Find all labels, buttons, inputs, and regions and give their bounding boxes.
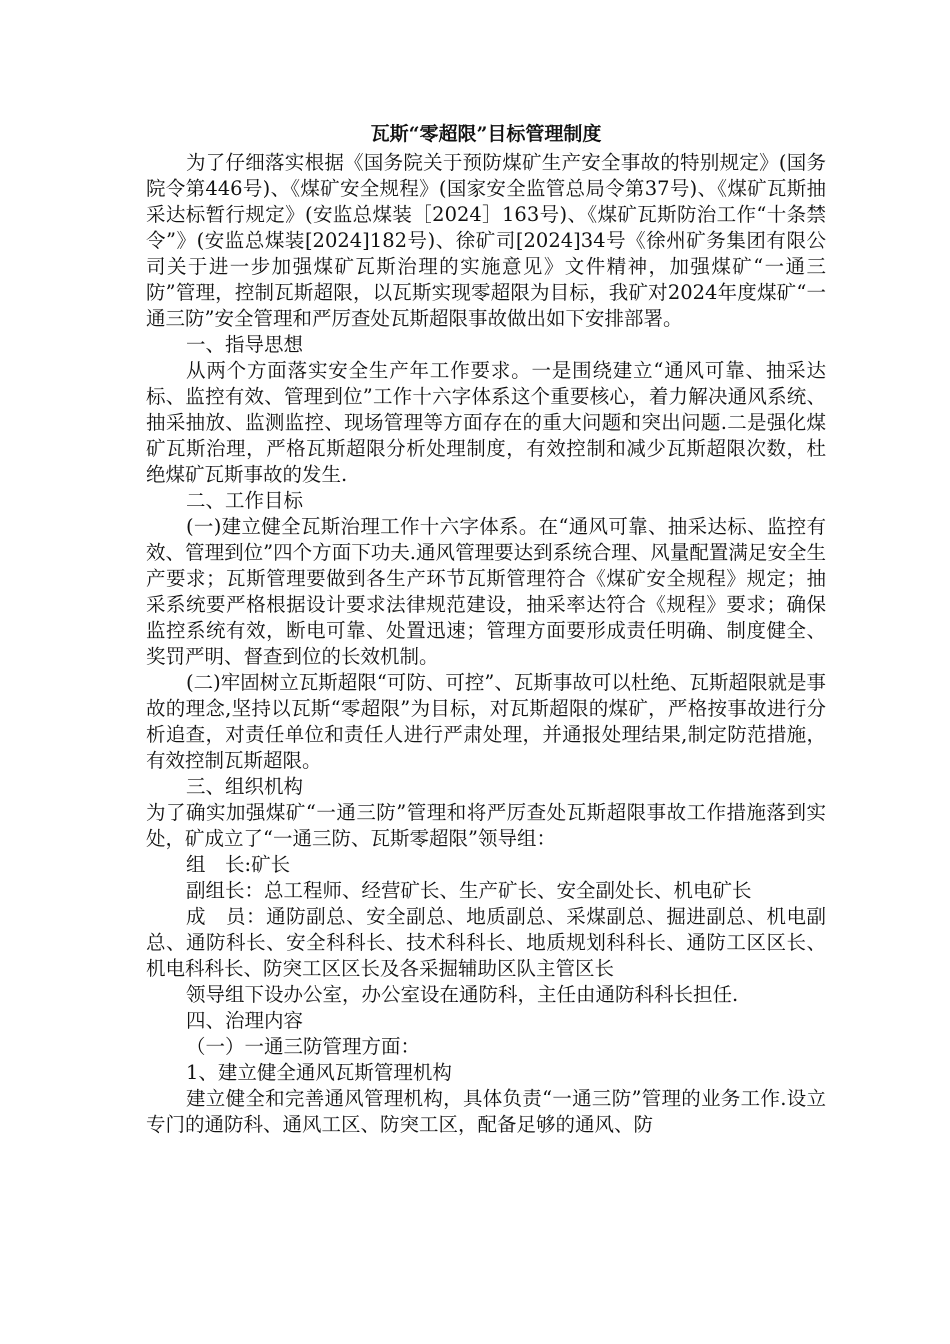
leader-row: 组 长:矿长	[186, 853, 291, 876]
section1-heading: 一、指导思想	[186, 333, 304, 356]
section2-item1: (一)建立健全瓦斯治理工作十六字体系。在“通风可靠、抽采达标、监控有效、管理到位”四个方面下功夫.通风管理要达到系统合理、风量配置满足安全生产要求；瓦斯管理要做到各生产环节瓦斯管理符合《煤矿安全规程》规定；抽采系统要严格根据设计要求法律规范建设，抽采率达符合《规程》要求；确保监控系统有效，断电可靠、处置迅速；管理方面要形成责任明确、制度健全、奖罚严明、督查到位的长效机制。	[146, 515, 826, 668]
document-title: 瓦斯“零超限”目标管理制度	[370, 123, 602, 145]
section4-item1-paragraph: 建立健全和完善通风管理机构，具体负责“一通三防”管理的业务工作.设立专门的通防科、通风工区、防突工区，配备足够的通风、防	[146, 1087, 826, 1136]
section3-paragraph: 为了确实加强煤矿“一通三防”管理和将严厉查处瓦斯超限事故工作措施落到实处，矿成立了“一通三防、瓦斯零超限”领导组：	[146, 801, 826, 850]
intro-paragraph: 为了仔细落实根据《国务院关于预防煤矿生产安全事故的特别规定》(国务院令第446号)、《煤矿安全规程》(国家安全监管总局令第37号)、《煤矿瓦斯抽采达标暂行规定》(安监总煤装［2024］163号)、《煤矿瓦斯防治工作“十条禁令”》(安监总煤装[2024]182号)、徐矿司[2024]34号《徐州矿务集团有限公司关于进一步加强煤矿瓦斯治理的实施意见》文件精神，加强煤矿“一通三防”管理，控制瓦斯超限，以瓦斯实现零超限为目标，我矿对2024年度煤矿“一通三防”安全管理和严厉查处瓦斯超限事故做出如下安排部署。	[146, 151, 826, 330]
document-page	[146, 120, 826, 1138]
section3-heading: 三、组织机构	[186, 775, 304, 798]
members-row: 成 员：通防副总、安全副总、地质副总、采煤副总、掘进副总、机电副总、通防科长、安全科科长、技术科科长、地质规划科科长、通防工区区长、机电科科长、防突工区区长及各采掘辅助区队主管区长	[146, 905, 826, 980]
office-note: 领导组下设办公室，办公室设在通防科，主任由通防科科长担任.	[186, 983, 739, 1006]
section2-heading: 二、工作目标	[186, 489, 304, 512]
section4-heading: 四、治理内容	[186, 1009, 304, 1032]
section4-subheading: （一）一通三防管理方面：	[186, 1035, 421, 1058]
section2-item2: (二)牢固树立瓦斯超限“可防、可控”、瓦斯事故可以杜绝、瓦斯超限就是事故的理念,坚持以瓦斯“零超限”为目标，对瓦斯超限的煤矿，严格按事故进行分析追查，对责任单位和责任人进行严肃处理，并通报处理结果,制定防范措施，有效控制瓦斯超限。	[146, 671, 826, 772]
section4-item1-heading: 1、建立健全通风瓦斯管理机构	[186, 1061, 452, 1084]
deputy-leader-row: 副组长：总工程师、经营矿长、生产矿长、安全副处长、机电矿长	[186, 879, 752, 902]
section1-paragraph: 从两个方面落实安全生产年工作要求。一是围绕建立“通风可靠、抽采达标、监控有效、管理到位”工作十六字体系这个重要核心，着力解决通风系统、抽采抽放、监测监控、现场管理等方面存在的重大问题和突出问题.二是强化煤矿瓦斯治理，严格瓦斯超限分析处理制度，有效控制和减少瓦斯超限次数，杜绝煤矿瓦斯事故的发生.	[146, 359, 826, 486]
